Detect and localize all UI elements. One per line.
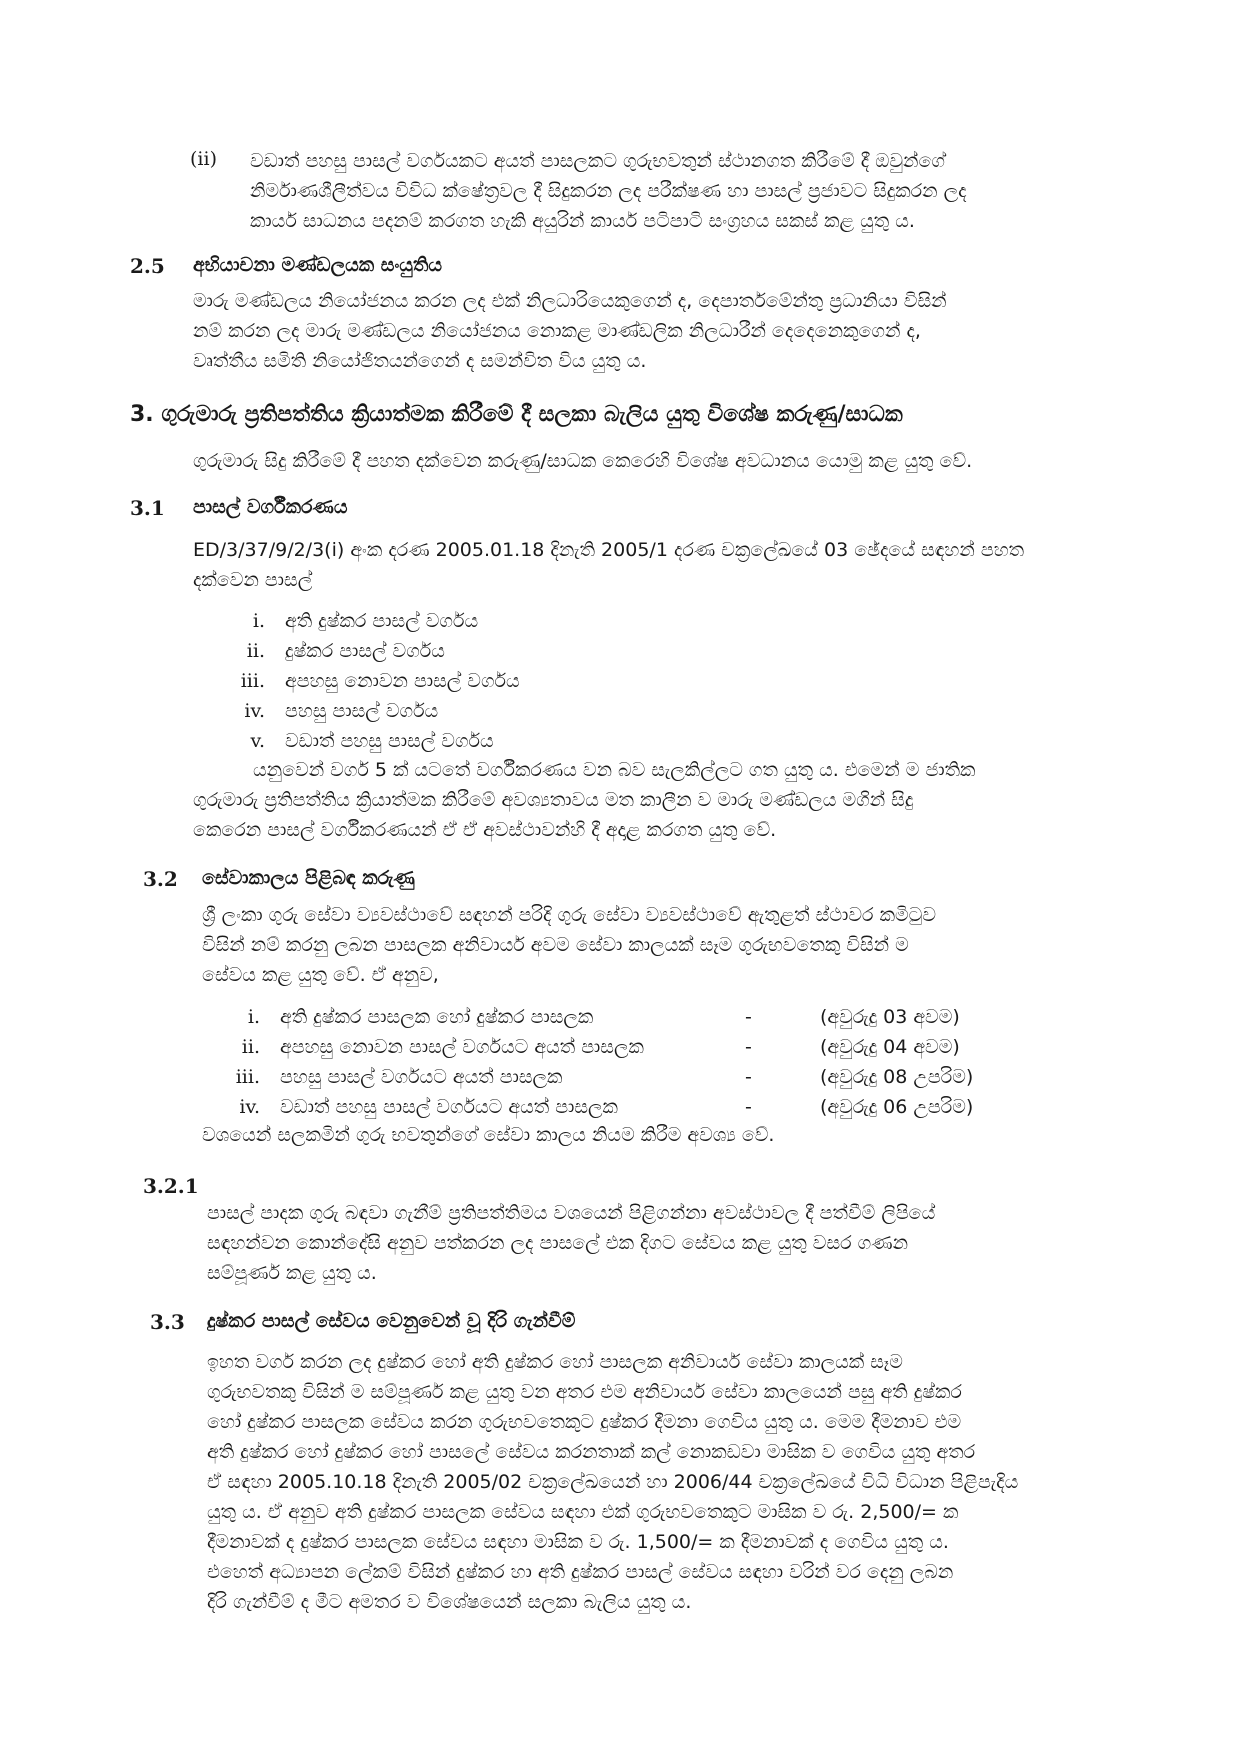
list-item-dash: - bbox=[745, 1096, 752, 1118]
item-ii-marker: (ii) bbox=[190, 148, 217, 170]
list-item: දුෂ්කර පාසල් වර්ගය bbox=[285, 640, 445, 662]
section-3-2-line-1: ශ්‍රී ලංකා ගුරු සේවා ව්‍යවස්ථාවේ සඳහන් පරිදි ගුරු සේවා ව්‍යවස්ථාවේ ඇතුළත් ස්ථාවර කමිටුව bbox=[202, 904, 936, 926]
list-item: අති දුෂ්කර පාසල් වර්ගය bbox=[285, 610, 479, 632]
section-2-5-line-1: මාරු මණ්ඩලය නියෝජනය කරන ලද එක් නිලධාරියෙකුගෙන් ද, දෙපාර්තමේන්තු ප්‍රධානියා විසින් bbox=[193, 290, 947, 312]
list-item-roman: ii. bbox=[241, 1036, 260, 1058]
item-ii-line-1: වඩාත් පහසු පාසල් වර්ගයකට අයත් පාසලකට ගුරුභවතුන් ස්ථානගත කිරීමේ දී ඔවුන්ගේ bbox=[250, 150, 945, 172]
item-ii-line-3: කාර්ය සාධනය පදනම් කරගත හැකි අයුරින් කාර්ය පටිපාටි සංග්‍රහය සකස් කළ යුතු ය. bbox=[250, 210, 915, 232]
list-item-period: (අවුරුදු 06 උපරිම) bbox=[820, 1096, 974, 1118]
list-item: අපහසු නොවන පාසල් වර්ගයට අයත් පාසලක bbox=[280, 1036, 644, 1058]
section-3-3-line-9: දිරි ගැන්වීම් ද මීට අමතර ව විශේෂයෙන් සලකා බැලිය යුතු ය. bbox=[207, 1591, 692, 1613]
list-item-dash: - bbox=[745, 1006, 752, 1028]
list-item-period: (අවුරුදු 04 අවම) bbox=[820, 1036, 960, 1058]
section-3-1-line-2: දක්වෙන පාසල් bbox=[193, 569, 313, 591]
section-3-1-line-1: ED/3/37/9/2/3(i) අංක දරණ 2005.01.18 දිනැති 2005/1 දරණ චක්‍රලේඛයේ 03 ඡේදයේ සඳහන් පහත bbox=[193, 539, 1025, 561]
list-item-dash: - bbox=[745, 1036, 752, 1058]
list-item-dash: - bbox=[745, 1066, 752, 1088]
section-3-title: 3. ගුරුමාරු ප්‍රතිපත්තිය ක්‍රියාත්මක කිරීමේ දී සලකා බැලිය යුතු විශේෂ කරුණු/සාධක bbox=[130, 402, 903, 427]
section-3-2-1-number: 3.2.1 bbox=[143, 1174, 199, 1198]
section-3-2-line-2: විසින් නම් කරනු ලබන පාසලක අනිවාර්ය අවම සේවා කාලයක් සෑම ගුරුභවතෙකු විසින් ම bbox=[202, 934, 909, 956]
section-3-3-line-6: යුතු ය. ඒ අනුව අති දුෂ්කර පාසලක සේවය සඳහා එක් ගුරුභවතෙකුට මාසික ව රු. 2,500/= ක bbox=[207, 1501, 959, 1523]
section-3-3-number: 3.3 bbox=[150, 1310, 185, 1334]
section-3-2-1-line-1: පාසල් පාදක ගුරු බඳවා ගැනීම් ප්‍රතිපත්තිමය වශයෙන් පිළිගන්නා අවස්ථාවල දී පත්වීම් ලිපියේ bbox=[207, 1202, 936, 1224]
section-3-2-after: වශයෙන් සලකමින් ගුරු භවතුන්ගේ සේවා කාලය නියම කිරීම අවශ්‍ය වේ. bbox=[202, 1124, 775, 1146]
section-3-1-after-line-2: ගුරුමාරු ප්‍රතිපත්තිය ක්‍රියාත්මක කිරීමේ අවශ්‍යතාවය මත කාලීන ව මාරු මණ්ඩලය මගින් සිදු bbox=[193, 789, 914, 811]
section-3-3-line-5: ඒ සඳහා 2005.10.18 දිනැති 2005/02 චක්‍රලේඛයෙන් හා 2006/44 චක්‍රලේඛයේ විධි විධාන පිළිපැදිය bbox=[207, 1471, 1019, 1493]
list-item-roman: ii. bbox=[246, 640, 265, 662]
list-item-roman: iii. bbox=[235, 1066, 260, 1088]
section-3-3-body bbox=[207, 1347, 1018, 1617]
list-item-period: (අවුරුදු 08 උපරිම) bbox=[820, 1066, 974, 1088]
section-3-2-title: සේවාකාලය පිළිබඳ කරුණු bbox=[202, 867, 415, 889]
section-3-3-line-4: අති දුෂ්කර හෝ දුෂ්කර හෝ පාසලේ සේවය කරනතාක් කල් නොකඩවා මාසික ව ගෙවිය යුතු අතර bbox=[207, 1441, 976, 1463]
section-3-intro: ගුරුමාරු සිදු කිරීමේ දී පහත දක්වෙන කරුණු/සාධක කෙරෙහි විශේෂ අවධානය යොමු කළ යුතු වේ. bbox=[193, 450, 973, 472]
section-3-3-line-8: එහෙත් අධ්‍යාපන ලේකම් විසින් දුෂ්කර හා අති දුෂ්කර පාසල් සේවය සඳහා වරින් වර දෙනු ලබන bbox=[207, 1561, 954, 1583]
section-3-3-line-2: ගුරුභවතකු විසින් ම සම්පූර්ණ කළ යුතු වන අතර එම අනිවාර්ය සේවා කාලයෙන් පසු අති දුෂ්කර bbox=[207, 1381, 962, 1403]
list-item-roman: iv. bbox=[239, 1096, 260, 1118]
section-3-1-number: 3.1 bbox=[130, 496, 165, 520]
list-item: පහසු පාසල් වර්ගය bbox=[285, 700, 439, 722]
section-2-5-number: 2.5 bbox=[130, 254, 165, 278]
section-3-1-after bbox=[193, 755, 975, 845]
section-3-3-line-1: ඉහත වර්ග කරන ලද දුෂ්කර හෝ අති දුෂ්කර හෝ පාසලක අනිවාර්ය සේවා කාලයක් සෑම bbox=[207, 1351, 903, 1373]
list-item-roman: i. bbox=[247, 1006, 260, 1028]
section-3-3-title: දුෂ්කර පාසල් සේවය වෙනුවෙන් වූ දිරි ගැන්වීම් bbox=[207, 1310, 576, 1332]
section-2-5-line-3: වෘත්තීය සමිති නියෝජිතයන්ගෙන් ද සමන්විත විය යුතු ය. bbox=[193, 350, 647, 372]
section-3-3-line-3: හෝ දුෂ්කර පාසලක සේවය කරන ගුරුභවතෙකුට දුෂ්කර දීමනා ගෙවිය යුතු ය. මෙම දීමනාව එම bbox=[207, 1411, 962, 1433]
list-item-roman: iii. bbox=[240, 670, 265, 692]
section-3-1-title: පාසල් වර්ගීකරණය bbox=[193, 496, 348, 518]
section-3-2-body bbox=[202, 900, 936, 990]
section-3-2-1-line-2: සඳහන්වන කොන්දේසි අනුව පත්කරන ලද පාසලේ එක දිගට සේවය කළ යුතු වසර ගණන bbox=[207, 1232, 908, 1254]
section-2-5-body bbox=[193, 286, 947, 376]
list-item-roman: v. bbox=[250, 730, 265, 752]
item-ii-text bbox=[250, 146, 967, 236]
section-3-1-after-line-1: යනුවෙන් වර්ග 5 ක් යටතේ වර්ගීකරණය වන බව සැලකිල්ලට ගත යුතු ය. එමෙන් ම ජාතික bbox=[253, 759, 976, 781]
section-2-5-title: අභියාචනා මණ්ඩලයක සංයුතිය bbox=[193, 254, 443, 276]
section-3-1-body bbox=[193, 535, 1024, 595]
list-item-roman: iv. bbox=[244, 700, 265, 722]
list-item-roman: i. bbox=[252, 610, 265, 632]
list-item-period: (අවුරුදු 03 අවම) bbox=[820, 1006, 960, 1028]
item-ii-line-2: නිර්මාණශීලීත්වය විවිධ ක්ෂේත්‍රවල දී සිදුකරන ලද පරීක්ෂණ හා පාසල් ප්‍රජාවට සිදුකරන ලද bbox=[250, 180, 967, 202]
section-3-2-1-body bbox=[207, 1198, 935, 1288]
list-item: අති දුෂ්කර පාසලක හෝ දුෂ්කර පාසලක bbox=[280, 1006, 594, 1028]
section-2-5-line-2: නම් කරන ලද මාරු මණ්ඩලය නියෝජනය නොකළ මාණ්ඩලික නිලධාරීන් දෙදෙනෙකුගෙන් ද, bbox=[193, 320, 921, 342]
section-3-2-1-line-3: සම්පූර්ණ කළ යුතු ය. bbox=[207, 1262, 377, 1284]
section-3-2-number: 3.2 bbox=[143, 867, 178, 891]
section-3-3-line-7: දීමනාවක් ද දුෂ්කර පාසලක සේවය සඳහා මාසික ව රු. 1,500/= ක දීමනාවක් ද ගෙවිය යුතු ය. bbox=[207, 1531, 949, 1553]
list-item: වඩාත් පහසු පාසල් වර්ගය bbox=[285, 730, 494, 752]
section-3-2-line-3: සේවය කළ යුතු වේ. ඒ අනුව, bbox=[202, 964, 439, 986]
list-item: අපහසු නොවන පාසල් වර්ගය bbox=[285, 670, 520, 692]
list-item: පහසු පාසල් වර්ගයට අයත් පාසලක bbox=[280, 1066, 563, 1088]
list-item: වඩාත් පහසු පාසල් වර්ගයට අයත් පාසලක bbox=[280, 1096, 618, 1118]
section-3-1-after-line-3: කෙරෙන පාසල් වර්ගීකරණයන් ඒ ඒ අවස්ථාවන්හි දී අදාළ කරගත යුතු වේ. bbox=[193, 819, 777, 841]
